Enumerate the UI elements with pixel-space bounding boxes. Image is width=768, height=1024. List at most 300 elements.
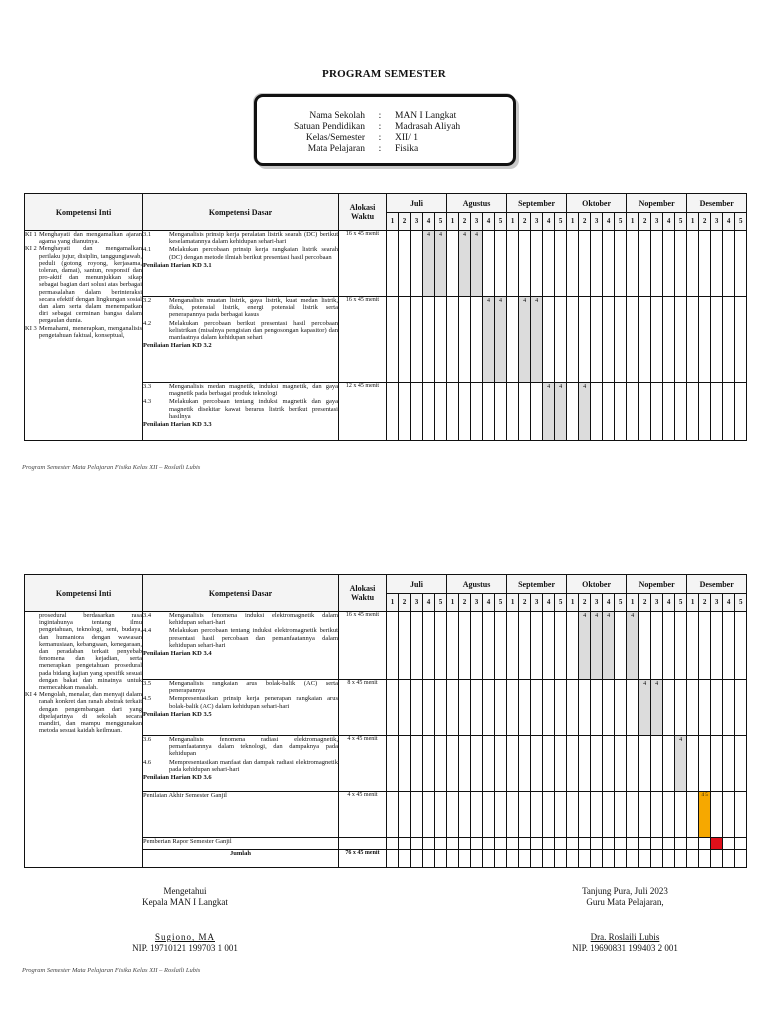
kd-number: 3.3 [143,383,152,390]
alokasi-waktu-cell: 16 x 45 menit [339,231,387,297]
week-cell [387,838,399,850]
week-cell [627,850,639,868]
week-cell [411,736,423,792]
header-week: 1 [627,594,639,612]
week-cell [423,680,435,736]
week-cell [687,792,699,838]
week-cell: 4 [435,231,447,297]
week-cell [435,850,447,868]
week-cell [399,792,411,838]
week-cell: 4 [483,297,495,383]
kd-number: 4.6 [143,758,152,766]
week-cell [507,680,519,736]
week-cell [663,231,675,297]
header-week: 4 [543,213,555,231]
header-week: 5 [735,594,747,612]
ki-label: KI 3 [25,324,37,332]
header-week: 1 [387,213,399,231]
header-week: 2 [519,213,531,231]
week-cell [483,850,495,868]
week-cell [507,612,519,680]
kd-item [143,398,338,420]
header-week: 4 [483,213,495,231]
week-cell [387,297,399,383]
header-week: 5 [735,213,747,231]
week-cell [495,736,507,792]
week-cell [495,850,507,868]
week-cell [615,736,627,792]
week-cell [531,850,543,868]
week-cell [699,680,711,736]
week-cell [711,680,723,736]
week-cell [555,297,567,383]
week-cell [471,850,483,868]
week-cell [399,612,411,680]
kd-number: 4.5 [143,695,152,703]
alokasi-waktu-cell: 4 x 45 menit [339,792,387,838]
sign-right-line1: Tanjung Pura, Juli 2023 [582,886,668,896]
header-month: Agustus [447,194,507,213]
week-cell [639,231,651,297]
week-cell [411,612,423,680]
week-cell [615,850,627,868]
header-week: 5 [435,213,447,231]
week-cell [411,297,423,383]
week-cell: 4 [495,297,507,383]
header-alokasi-waktu: Alokasi Waktu [339,194,387,231]
week-cell [675,838,687,850]
header-week: 5 [495,594,507,612]
header-week: 2 [459,213,471,231]
week-cell [651,792,663,838]
penilaian-harian-label: Penilaian Harian KD 3.3 [143,421,212,429]
week-cell [723,680,735,736]
header-week: 2 [579,213,591,231]
penilaian-harian-label: Penilaian Harian KD 3.6 [143,774,212,782]
week-cell [735,838,747,850]
header-week: 2 [699,594,711,612]
week-cell [423,383,435,441]
week-cell [687,231,699,297]
week-cell [675,297,687,383]
week-cell [495,792,507,838]
week-cell [543,736,555,792]
school-info-box [254,94,516,166]
kd-item [143,383,338,397]
week-cell [435,838,447,850]
kd-number: 4.3 [143,398,152,406]
header-week: 4 [423,213,435,231]
week-cell [435,383,447,441]
week-cell [459,850,471,868]
week-cell: 4 [531,297,543,383]
week-cell [579,850,591,868]
week-cell [435,680,447,736]
header-week: 1 [387,594,399,612]
kd-number: 3.1 [143,231,152,238]
week-cell [603,297,615,383]
week-cell [543,231,555,297]
week-cell [735,612,747,680]
kd-item [143,231,338,245]
kd-item [143,695,338,709]
ki-text: Menghayati dan mengamalkan perilaku jujur, disiplin, tanggungjawab, peduli (gotong royong, kerjasama, toleran, damai), santun, responsif dan pro-aktif dan menunjukkan sikap sebagai bagian dari solusi atas berbagai permasalahan dalam berinteraksi secara efektif dengan lingkungan sosial dan alam serta dalam menempatkan diri sebagai cerminan bangsa dalam pergaulan dunia. [39,245,142,325]
week-cell [471,383,483,441]
week-cell [399,383,411,441]
week-cell [519,838,531,850]
week-cell [399,231,411,297]
header-alokasi-waktu: Alokasi Waktu [339,575,387,612]
header-week: 4 [603,594,615,612]
header-week: 3 [591,594,603,612]
header-week: 3 [411,213,423,231]
week-cell [651,297,663,383]
week-cell [543,297,555,383]
ki-item [25,231,142,245]
kd-text: Melakukan percobaan tentang induksi elektromagnetik berikut presentasi hasil percobaan dan pemanfaatannya dalam kehidupan sehari-hari [169,627,338,649]
week-cell [495,383,507,441]
header-month: Desember [687,575,747,594]
header-week: 3 [711,594,723,612]
week-cell [435,736,447,792]
week-cell [567,792,579,838]
week-cell [471,736,483,792]
header-week: 1 [447,594,459,612]
week-cell [651,383,663,441]
week-cell [711,297,723,383]
week-cell [411,680,423,736]
header-kompetensi-dasar: Kompetensi Dasar [143,194,339,231]
week-cell [663,297,675,383]
week-cell [711,850,723,868]
week-cell [723,383,735,441]
week-cell [591,383,603,441]
week-cell [399,838,411,850]
week-cell [495,612,507,680]
info-row [267,133,505,144]
week-cell [483,736,495,792]
header-week: 3 [411,594,423,612]
header-week: 5 [675,594,687,612]
week-cell [675,680,687,736]
week-cell [735,736,747,792]
week-cell [435,612,447,680]
week-cell [663,383,675,441]
week-cell [447,383,459,441]
week-cell [483,680,495,736]
week-cell [639,850,651,868]
week-cell [399,680,411,736]
week-cell [627,231,639,297]
week-cell [543,680,555,736]
header-week: 5 [555,594,567,612]
kd-item [143,627,338,649]
info-key: Satuan Pendidikan [294,122,365,132]
week-cell [423,850,435,868]
header-week: 1 [507,594,519,612]
week-cell [447,612,459,680]
header-week: 3 [651,213,663,231]
header-week: 2 [699,213,711,231]
week-cell [603,736,615,792]
week-cell: 4 [627,612,639,680]
week-cell [531,736,543,792]
week-cell [603,680,615,736]
week-cell [387,792,399,838]
sign-left-line2: Kepala MAN I Langkat [142,897,228,907]
kd-text: Mempresentasikan manfaat dan dampak radiasi elektromagnetik pada kehidupan sehari-hari [169,758,338,773]
penilaian-harian-label: Penilaian Harian KD 3.4 [143,650,212,658]
rapor-cell: Pemberian Rapor Semester Ganjil [143,838,339,850]
week-cell [567,850,579,868]
header-kompetensi-inti: Kompetensi Inti [25,575,143,612]
kd-number: 3.2 [143,297,152,304]
week-cell [531,838,543,850]
header-month: Nopember [627,194,687,213]
info-value: Madrasah Aliyah [395,122,461,132]
week-cell [735,850,747,868]
week-cell [735,383,747,441]
week-cell [627,680,639,736]
header-week: 4 [723,213,735,231]
ki-label: KI 1 [25,231,37,238]
week-cell: 4 [423,231,435,297]
header-month: Agustus [447,575,507,594]
week-cell [711,231,723,297]
signature-left [110,886,260,954]
week-cell [603,383,615,441]
ki-item [25,325,142,339]
week-cell [711,736,723,792]
header-week: 2 [399,213,411,231]
week-cell [591,850,603,868]
week-cell: 4 [543,383,555,441]
page-footer-1: Program Semester Mata Pelajaran Fisika Kelas XII – Roslaili Lubis [22,464,201,471]
week-cell [447,231,459,297]
header-week: 4 [663,213,675,231]
kd-text: Menganalisis rangkaian arus bolak-balik (AC) serta penerapannya [169,680,338,695]
week-cell [663,838,675,850]
header-month: September [507,575,567,594]
week-cell [711,383,723,441]
week-cell [447,297,459,383]
penilaian-harian-label: Penilaian Harian KD 3.5 [143,710,212,718]
week-cell [615,297,627,383]
week-cell [699,736,711,792]
week-cell [675,850,687,868]
header-week: 3 [651,594,663,612]
week-cell [483,792,495,838]
week-cell [555,736,567,792]
week-cell [459,297,471,383]
header-week: 2 [519,594,531,612]
kd-text: Menganalisis muatan listrik, gaya listrik, kuat medan listrik, fluks, potensial listrik, energi potensial listrik serta penerapannya pada berbagai kasus [169,297,338,319]
week-cell [687,736,699,792]
header-week: 5 [495,213,507,231]
week-cell [447,792,459,838]
week-cell [555,792,567,838]
penilaian-harian-label: Penilaian Harian KD 3.1 [143,261,212,269]
week-cell [495,680,507,736]
kd-text: Menganalisis fenomena induksi elektromagnetik dalam kehidupan sehari-hari [169,612,338,627]
week-cell [531,231,543,297]
week-cell [579,792,591,838]
kd-text: Melakukan percobaan tentang induksi magnetik dan gaya magnetik disekitar kawat berarus listrik berikut presentasi hasilnya [169,398,338,420]
kd-item [143,759,338,773]
kd-number: 3.4 [143,612,152,619]
week-cell [555,680,567,736]
kompetensi-dasar-cell [143,680,339,736]
week-cell [651,838,663,850]
week-cell [591,838,603,850]
week-cell [639,736,651,792]
week-cell [459,612,471,680]
week-cell [387,612,399,680]
week-cell [447,736,459,792]
week-cell: 4 [519,297,531,383]
sign-left-line1: Mengetahui [163,886,207,896]
info-row [267,122,505,133]
week-cell [543,792,555,838]
header-week: 1 [447,213,459,231]
week-cell [591,297,603,383]
week-cell [507,297,519,383]
week-cell [543,612,555,680]
week-cell [507,383,519,441]
header-month: Juli [387,575,447,594]
week-cell [603,838,615,850]
header-week: 1 [567,594,579,612]
sign-right-nip: NIP. 19690831 199403 2 001 [572,943,678,953]
header-week: 4 [603,213,615,231]
header-week: 3 [531,213,543,231]
week-cell [555,838,567,850]
week-cell [495,231,507,297]
week-cell [627,383,639,441]
page-footer-2: Program Semester Mata Pelajaran Fisika Kelas XII – Roslaili Lubis [22,967,201,974]
sign-left-name: Sugiono, MA [154,932,215,942]
week-cell [687,612,699,680]
kd-text: Menganalisis medan magnetik, induksi magnetik, dan gaya magnetik pada berbagai produk teknologi [169,383,338,398]
week-cell [627,297,639,383]
week-cell [423,838,435,850]
header-week: 3 [471,213,483,231]
week-cell [579,231,591,297]
week-cell [495,838,507,850]
week-cell [483,231,495,297]
week-cell [423,736,435,792]
week-cell [567,297,579,383]
week-cell [411,838,423,850]
week-cell [615,231,627,297]
jumlah-alokasi-cell: 76 x 45 menit [339,850,387,868]
week-cell [399,736,411,792]
week-cell [579,736,591,792]
week-cell [651,612,663,680]
week-cell [687,383,699,441]
header-kompetensi-dasar: Kompetensi Dasar [143,575,339,612]
week-cell [663,850,675,868]
week-cell [459,838,471,850]
kompetensi-dasar-cell [143,297,339,383]
sign-right-line2: Guru Mata Pelajaran, [586,897,664,907]
jumlah-cell: Jumlah [143,850,339,868]
week-cell [579,838,591,850]
week-cell [435,297,447,383]
week-cell [519,850,531,868]
week-cell [483,838,495,850]
info-colon: : [378,133,382,143]
header-week: 1 [507,213,519,231]
ki-label: KI 2 [25,245,37,253]
header-week: 4 [423,594,435,612]
week-cell [567,838,579,850]
week-cell [699,297,711,383]
header-week: 2 [459,594,471,612]
header-month: Juli [387,194,447,213]
kompetensi-dasar-cell [143,231,339,297]
week-cell [507,231,519,297]
week-cell [723,838,735,850]
week-cell [687,838,699,850]
week-cell [579,297,591,383]
header-month: Oktober [567,575,627,594]
week-cell [435,792,447,838]
week-cell [399,850,411,868]
kompetensi-dasar-cell [143,736,339,792]
week-cell [675,383,687,441]
week-cell [567,680,579,736]
alokasi-waktu-cell: 4 x 45 menit [339,736,387,792]
week-cell [723,736,735,792]
info-colon: : [378,122,382,132]
header-week: 3 [531,594,543,612]
week-cell [519,383,531,441]
alokasi-waktu-cell: 16 x 45 menit [339,612,387,680]
week-cell [519,792,531,838]
sign-left-nip: NIP. 19710121 199703 1 001 [132,943,238,953]
week-cell: 4 [471,231,483,297]
week-cell: 4 [579,383,591,441]
week-cell [687,297,699,383]
week-cell [483,383,495,441]
week-cell [447,838,459,850]
week-cell [387,231,399,297]
sign-right-name: Dra. Roslaili Lubis [590,932,660,942]
header-week: 4 [723,594,735,612]
week-cell [735,297,747,383]
week-cell [387,383,399,441]
ki-item [25,612,142,691]
kd-number: 4.1 [143,246,152,254]
ki-item [25,691,142,734]
week-cell [735,231,747,297]
ki-item [25,245,142,324]
alokasi-waktu-cell: 8 x 45 menit [339,680,387,736]
week-cell [651,231,663,297]
week-cell [699,383,711,441]
info-key: Mata Pelajaran [307,144,365,154]
week-cell [555,612,567,680]
header-week: 3 [711,213,723,231]
week-cell [387,736,399,792]
week-cell [531,383,543,441]
info-colon: : [378,144,382,154]
week-cell [651,850,663,868]
week-cell [555,850,567,868]
week-cell [459,792,471,838]
header-week: 5 [435,594,447,612]
